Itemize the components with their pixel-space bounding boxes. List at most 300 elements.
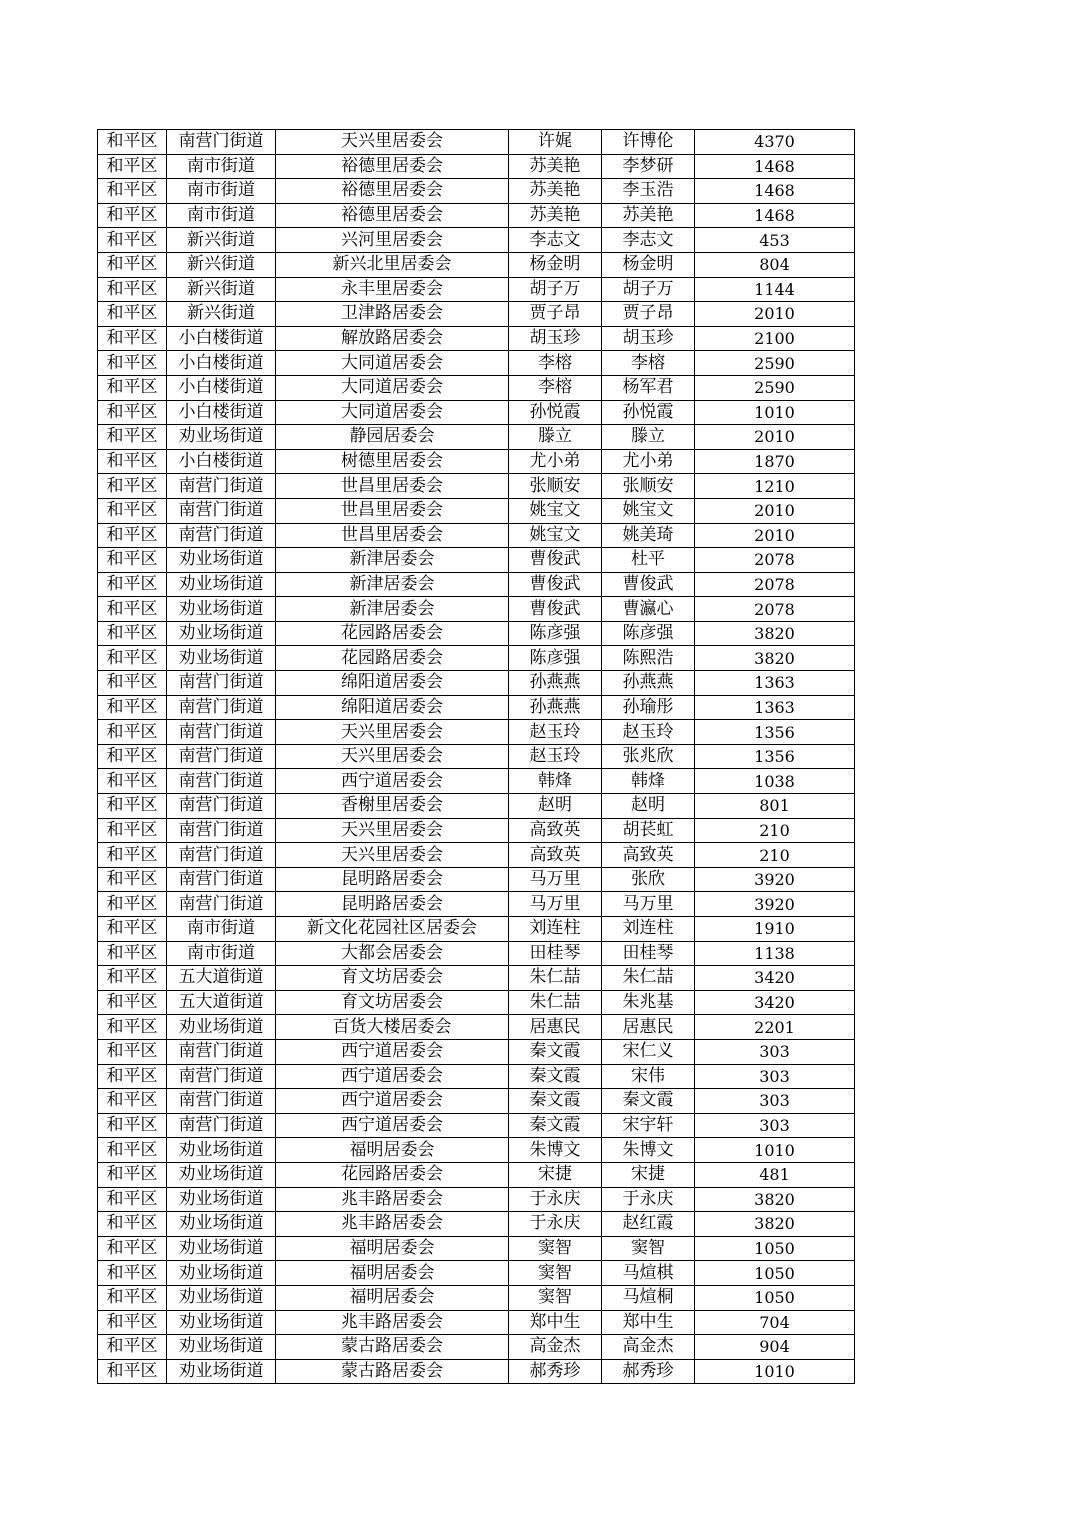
- table-cell: 1363: [695, 671, 855, 696]
- table-cell: 大都会居委会: [276, 941, 509, 966]
- table-cell: 永丰里居委会: [276, 277, 509, 302]
- table-cell: 胡子万: [602, 277, 695, 302]
- table-cell: 裕德里居委会: [276, 203, 509, 228]
- table-row: [98, 449, 855, 474]
- table-body: [98, 130, 855, 1384]
- table-row: [98, 1359, 855, 1384]
- table-cell: 劝业场街道: [167, 425, 276, 450]
- table-cell: 福明居委会: [276, 1285, 509, 1310]
- table-row: [98, 326, 855, 351]
- table-cell: 南营门街道: [167, 1113, 276, 1138]
- table-cell: 2078: [695, 597, 855, 622]
- table-cell: 2078: [695, 572, 855, 597]
- table-cell: 3820: [695, 1187, 855, 1212]
- table-cell: 303: [695, 1113, 855, 1138]
- table-cell: 秦文霞: [509, 1113, 602, 1138]
- table-cell: 和平区: [98, 818, 167, 843]
- table-cell: 李榕: [509, 351, 602, 376]
- table-cell: 窦智: [602, 1236, 695, 1261]
- table-row: [98, 179, 855, 204]
- table-row: [98, 769, 855, 794]
- table-cell: 3920: [695, 892, 855, 917]
- table-cell: 孙瑜彤: [602, 695, 695, 720]
- table-cell: 和平区: [98, 1261, 167, 1286]
- table-cell: 蒙古路居委会: [276, 1359, 509, 1384]
- table-cell: 静园居委会: [276, 425, 509, 450]
- table-cell: 宋伟: [602, 1064, 695, 1089]
- table-row: [98, 990, 855, 1015]
- table-cell: 劝业场街道: [167, 1236, 276, 1261]
- table-cell: 西宁道居委会: [276, 769, 509, 794]
- table-row: [98, 818, 855, 843]
- table-cell: 2201: [695, 1015, 855, 1040]
- table-cell: 3820: [695, 646, 855, 671]
- table-cell: 和平区: [98, 179, 167, 204]
- table-cell: 窦智: [509, 1236, 602, 1261]
- table-cell: 朱博文: [602, 1138, 695, 1163]
- table-cell: 2590: [695, 351, 855, 376]
- table-cell: 郝秀珍: [602, 1359, 695, 1384]
- table-cell: 兴河里居委会: [276, 228, 509, 253]
- table-cell: 朱兆基: [602, 990, 695, 1015]
- table-cell: 苏美艳: [509, 154, 602, 179]
- table-row: [98, 794, 855, 819]
- table-cell: 南营门街道: [167, 474, 276, 499]
- table-cell: 904: [695, 1335, 855, 1360]
- table-cell: 和平区: [98, 203, 167, 228]
- table-cell: 昆明路居委会: [276, 867, 509, 892]
- table-cell: 1010: [695, 1138, 855, 1163]
- table-cell: 劝业场街道: [167, 1335, 276, 1360]
- table-cell: 陈彦强: [509, 646, 602, 671]
- table-cell: 窦智: [509, 1285, 602, 1310]
- table-cell: 育文坊居委会: [276, 990, 509, 1015]
- table-cell: 2100: [695, 326, 855, 351]
- table-cell: 花园路居委会: [276, 1162, 509, 1187]
- table-cell: 李梦研: [602, 154, 695, 179]
- table-cell: 陈彦强: [509, 621, 602, 646]
- table-cell: 和平区: [98, 154, 167, 179]
- table-cell: 3420: [695, 966, 855, 991]
- table-row: [98, 1113, 855, 1138]
- table-cell: 1144: [695, 277, 855, 302]
- table-cell: 秦文霞: [509, 1064, 602, 1089]
- table-cell: 南营门街道: [167, 843, 276, 868]
- table-cell: 和平区: [98, 548, 167, 573]
- table-row: [98, 1335, 855, 1360]
- table-row: [98, 867, 855, 892]
- table-cell: 2010: [695, 523, 855, 548]
- table-cell: 劝业场街道: [167, 1285, 276, 1310]
- table-cell: 秦文霞: [509, 1039, 602, 1064]
- table-cell: 和平区: [98, 990, 167, 1015]
- table-cell: 和平区: [98, 277, 167, 302]
- table-cell: 1050: [695, 1236, 855, 1261]
- table-cell: 和平区: [98, 941, 167, 966]
- table-cell: 贾子昂: [602, 302, 695, 327]
- table-cell: 和平区: [98, 1359, 167, 1384]
- table-cell: 和平区: [98, 1187, 167, 1212]
- table-cell: 滕立: [509, 425, 602, 450]
- table-cell: 马万里: [509, 867, 602, 892]
- table-cell: 赵红霞: [602, 1212, 695, 1237]
- table-row: [98, 966, 855, 991]
- table-cell: 刘连柱: [509, 917, 602, 942]
- table-cell: 田桂琴: [602, 941, 695, 966]
- table-cell: 1038: [695, 769, 855, 794]
- table-cell: 赵明: [602, 794, 695, 819]
- table-row: [98, 1187, 855, 1212]
- table-cell: 和平区: [98, 917, 167, 942]
- table-cell: 李榕: [602, 351, 695, 376]
- table-cell: 韩烽: [602, 769, 695, 794]
- table-row: [98, 277, 855, 302]
- table-cell: 姚美琦: [602, 523, 695, 548]
- table-cell: 和平区: [98, 400, 167, 425]
- table-cell: 1138: [695, 941, 855, 966]
- table-row: [98, 1089, 855, 1114]
- table-cell: 和平区: [98, 1335, 167, 1360]
- table-cell: 南市街道: [167, 917, 276, 942]
- table-row: [98, 1261, 855, 1286]
- table-cell: 绵阳道居委会: [276, 671, 509, 696]
- table-row: [98, 941, 855, 966]
- table-cell: 新津居委会: [276, 597, 509, 622]
- table-cell: 劝业场街道: [167, 621, 276, 646]
- table-cell: 南市街道: [167, 154, 276, 179]
- table-cell: 劝业场街道: [167, 1212, 276, 1237]
- table-cell: 和平区: [98, 794, 167, 819]
- table-cell: 张顺安: [509, 474, 602, 499]
- table-cell: 天兴里居委会: [276, 818, 509, 843]
- table-cell: 郝秀珍: [509, 1359, 602, 1384]
- table-row: [98, 130, 855, 155]
- table-cell: 赵明: [509, 794, 602, 819]
- table-cell: 五大道街道: [167, 990, 276, 1015]
- table-cell: 宋宇轩: [602, 1113, 695, 1138]
- table-cell: 303: [695, 1089, 855, 1114]
- table-cell: 南营门街道: [167, 867, 276, 892]
- table-cell: 南市街道: [167, 203, 276, 228]
- table-cell: 劝业场街道: [167, 1261, 276, 1286]
- table-cell: 宋仁义: [602, 1039, 695, 1064]
- table-cell: 劝业场街道: [167, 572, 276, 597]
- table-cell: 裕德里居委会: [276, 179, 509, 204]
- table-cell: 宋捷: [509, 1162, 602, 1187]
- table-cell: 和平区: [98, 597, 167, 622]
- table-cell: 裕德里居委会: [276, 154, 509, 179]
- table-cell: 4370: [695, 130, 855, 155]
- table-row: [98, 671, 855, 696]
- table-cell: 南营门街道: [167, 892, 276, 917]
- table-cell: 大同道居委会: [276, 400, 509, 425]
- table-cell: 兆丰路居委会: [276, 1212, 509, 1237]
- table-cell: 曹俊武: [509, 597, 602, 622]
- table-cell: 南营门街道: [167, 818, 276, 843]
- table-cell: 1363: [695, 695, 855, 720]
- table-row: [98, 1138, 855, 1163]
- table-cell: 世昌里居委会: [276, 523, 509, 548]
- table-cell: 1910: [695, 917, 855, 942]
- table-cell: 天兴里居委会: [276, 720, 509, 745]
- table-cell: 曹俊武: [509, 548, 602, 573]
- table-cell: 李志文: [509, 228, 602, 253]
- table-cell: 和平区: [98, 646, 167, 671]
- table-cell: 张兆欣: [602, 744, 695, 769]
- table-cell: 韩烽: [509, 769, 602, 794]
- table-cell: 昆明路居委会: [276, 892, 509, 917]
- table-cell: 曹瀛心: [602, 597, 695, 622]
- table-cell: 新兴街道: [167, 252, 276, 277]
- table-cell: 和平区: [98, 671, 167, 696]
- table-cell: 3820: [695, 621, 855, 646]
- table-cell: 新文化花园社区居委会: [276, 917, 509, 942]
- table-row: [98, 720, 855, 745]
- table-cell: 杜平: [602, 548, 695, 573]
- table-cell: 孙燕燕: [509, 671, 602, 696]
- table-row: [98, 375, 855, 400]
- table-cell: 和平区: [98, 621, 167, 646]
- table-cell: 和平区: [98, 1064, 167, 1089]
- table-cell: 李玉浩: [602, 179, 695, 204]
- table-cell: 和平区: [98, 228, 167, 253]
- table-cell: 2078: [695, 548, 855, 573]
- table-cell: 居惠民: [509, 1015, 602, 1040]
- table-cell: 许博伦: [602, 130, 695, 155]
- table-cell: 3420: [695, 990, 855, 1015]
- table-cell: 高金杰: [602, 1335, 695, 1360]
- table-cell: 朱仁喆: [509, 990, 602, 1015]
- table-cell: 杨金明: [602, 252, 695, 277]
- table-cell: 劝业场街道: [167, 1187, 276, 1212]
- table-cell: 陈彦强: [602, 621, 695, 646]
- table-cell: 南营门街道: [167, 794, 276, 819]
- table-cell: 和平区: [98, 326, 167, 351]
- table-row: [98, 425, 855, 450]
- table-row: [98, 548, 855, 573]
- table-cell: 和平区: [98, 523, 167, 548]
- table-cell: 兆丰路居委会: [276, 1310, 509, 1335]
- table-cell: 劝业场街道: [167, 548, 276, 573]
- table-cell: 和平区: [98, 498, 167, 523]
- table-cell: 天兴里居委会: [276, 744, 509, 769]
- table-cell: 南营门街道: [167, 523, 276, 548]
- table-cell: 1468: [695, 203, 855, 228]
- table-row: [98, 572, 855, 597]
- table-cell: 西宁道居委会: [276, 1064, 509, 1089]
- table-cell: 南营门街道: [167, 1039, 276, 1064]
- table-row: [98, 154, 855, 179]
- table-cell: 南市街道: [167, 941, 276, 966]
- table-cell: 于永庆: [509, 1212, 602, 1237]
- table-cell: 南营门街道: [167, 498, 276, 523]
- table-row: [98, 351, 855, 376]
- table-cell: 1050: [695, 1261, 855, 1286]
- table-row: [98, 1236, 855, 1261]
- table-row: [98, 1162, 855, 1187]
- table-row: [98, 1015, 855, 1040]
- table-cell: 和平区: [98, 744, 167, 769]
- table-cell: 南营门街道: [167, 130, 276, 155]
- table-row: [98, 597, 855, 622]
- table-cell: 杨军君: [602, 375, 695, 400]
- table-cell: 453: [695, 228, 855, 253]
- table-cell: 和平区: [98, 843, 167, 868]
- table-cell: 福明居委会: [276, 1236, 509, 1261]
- table-cell: 新津居委会: [276, 572, 509, 597]
- table-row: [98, 695, 855, 720]
- table-cell: 303: [695, 1039, 855, 1064]
- table-cell: 3820: [695, 1212, 855, 1237]
- table-cell: 和平区: [98, 1138, 167, 1163]
- table-cell: 赵玉玲: [509, 720, 602, 745]
- table-cell: 贾子昂: [509, 302, 602, 327]
- table-cell: 3920: [695, 867, 855, 892]
- table-cell: 秦文霞: [602, 1089, 695, 1114]
- table-cell: 和平区: [98, 867, 167, 892]
- table-cell: 高致英: [602, 843, 695, 868]
- table-cell: 百货大楼居委会: [276, 1015, 509, 1040]
- table-cell: 苏美艳: [602, 203, 695, 228]
- table-cell: 2010: [695, 498, 855, 523]
- table-cell: 2590: [695, 375, 855, 400]
- table-cell: 新兴北里居委会: [276, 252, 509, 277]
- table-cell: 李志文: [602, 228, 695, 253]
- table-cell: 大同道居委会: [276, 351, 509, 376]
- table-cell: 高致英: [509, 843, 602, 868]
- table-cell: 朱仁喆: [602, 966, 695, 991]
- table-row: [98, 228, 855, 253]
- table-cell: 和平区: [98, 1039, 167, 1064]
- table-cell: 花园路居委会: [276, 621, 509, 646]
- table-cell: 马万里: [602, 892, 695, 917]
- table-cell: 树德里居委会: [276, 449, 509, 474]
- table-cell: 马煊棋: [602, 1261, 695, 1286]
- table-cell: 1010: [695, 400, 855, 425]
- table-row: [98, 523, 855, 548]
- table-cell: 1468: [695, 179, 855, 204]
- table-cell: 南营门街道: [167, 769, 276, 794]
- table-cell: 孙燕燕: [509, 695, 602, 720]
- table-cell: 苏美艳: [509, 179, 602, 204]
- table-cell: 育文坊居委会: [276, 966, 509, 991]
- table-row: [98, 474, 855, 499]
- table-cell: 姚宝文: [509, 523, 602, 548]
- table-cell: 于永庆: [602, 1187, 695, 1212]
- table-cell: 和平区: [98, 302, 167, 327]
- table-cell: 和平区: [98, 252, 167, 277]
- table-cell: 和平区: [98, 425, 167, 450]
- table-cell: 南营门街道: [167, 1064, 276, 1089]
- table-row: [98, 302, 855, 327]
- table-cell: 南营门街道: [167, 695, 276, 720]
- table-cell: 和平区: [98, 351, 167, 376]
- table-cell: 劝业场街道: [167, 1162, 276, 1187]
- table-cell: 2010: [695, 302, 855, 327]
- table-cell: 劝业场街道: [167, 1138, 276, 1163]
- table-row: [98, 744, 855, 769]
- table-cell: 481: [695, 1162, 855, 1187]
- table-cell: 世昌里居委会: [276, 474, 509, 499]
- table-cell: 张欣: [602, 867, 695, 892]
- table-cell: 天兴里居委会: [276, 843, 509, 868]
- table-cell: 滕立: [602, 425, 695, 450]
- table-cell: 和平区: [98, 572, 167, 597]
- table-cell: 劝业场街道: [167, 597, 276, 622]
- table-cell: 704: [695, 1310, 855, 1335]
- table-cell: 赵玉玲: [509, 744, 602, 769]
- table-cell: 2010: [695, 425, 855, 450]
- table-cell: 福明居委会: [276, 1261, 509, 1286]
- table-cell: 高金杰: [509, 1335, 602, 1360]
- table-cell: 绵阳道居委会: [276, 695, 509, 720]
- table-cell: 姚宝文: [602, 498, 695, 523]
- table-cell: 胡玉珍: [509, 326, 602, 351]
- table-cell: 1870: [695, 449, 855, 474]
- table-cell: 小白楼街道: [167, 375, 276, 400]
- table-cell: 801: [695, 794, 855, 819]
- table-cell: 新津居委会: [276, 548, 509, 573]
- table-row: [98, 252, 855, 277]
- table-cell: 和平区: [98, 720, 167, 745]
- table-cell: 劝业场街道: [167, 1310, 276, 1335]
- table-cell: 南市街道: [167, 179, 276, 204]
- table-cell: 孙悦霞: [509, 400, 602, 425]
- table-cell: 秦文霞: [509, 1089, 602, 1114]
- table-row: [98, 892, 855, 917]
- table-cell: 和平区: [98, 695, 167, 720]
- table-cell: 陈熙浩: [602, 646, 695, 671]
- table-cell: 和平区: [98, 449, 167, 474]
- table-row: [98, 843, 855, 868]
- table-cell: 新兴街道: [167, 228, 276, 253]
- table-row: [98, 646, 855, 671]
- table-cell: 南营门街道: [167, 671, 276, 696]
- table-cell: 和平区: [98, 892, 167, 917]
- table-cell: 刘连柱: [602, 917, 695, 942]
- table-cell: 和平区: [98, 375, 167, 400]
- table-cell: 兆丰路居委会: [276, 1187, 509, 1212]
- table-cell: 和平区: [98, 1310, 167, 1335]
- table-cell: 尤小弟: [602, 449, 695, 474]
- table-cell: 和平区: [98, 769, 167, 794]
- table-cell: 新兴街道: [167, 277, 276, 302]
- table-cell: 1210: [695, 474, 855, 499]
- table-cell: 朱博文: [509, 1138, 602, 1163]
- table-cell: 朱仁喆: [509, 966, 602, 991]
- table-cell: 胡子万: [509, 277, 602, 302]
- table-cell: 和平区: [98, 130, 167, 155]
- table-cell: 和平区: [98, 1162, 167, 1187]
- table-cell: 1356: [695, 744, 855, 769]
- table-cell: 1468: [695, 154, 855, 179]
- table-cell: 210: [695, 818, 855, 843]
- table-cell: 西宁道居委会: [276, 1113, 509, 1138]
- table-cell: 卫津路居委会: [276, 302, 509, 327]
- table-cell: 赵玉玲: [602, 720, 695, 745]
- table-cell: 804: [695, 252, 855, 277]
- table-cell: 天兴里居委会: [276, 130, 509, 155]
- table-cell: 世昌里居委会: [276, 498, 509, 523]
- table-cell: 和平区: [98, 1212, 167, 1237]
- table-cell: 和平区: [98, 1089, 167, 1114]
- table-cell: 解放路居委会: [276, 326, 509, 351]
- table-cell: 于永庆: [509, 1187, 602, 1212]
- data-table: [97, 129, 855, 1384]
- table-cell: 五大道街道: [167, 966, 276, 991]
- table-cell: 花园路居委会: [276, 646, 509, 671]
- table-cell: 曹俊武: [602, 572, 695, 597]
